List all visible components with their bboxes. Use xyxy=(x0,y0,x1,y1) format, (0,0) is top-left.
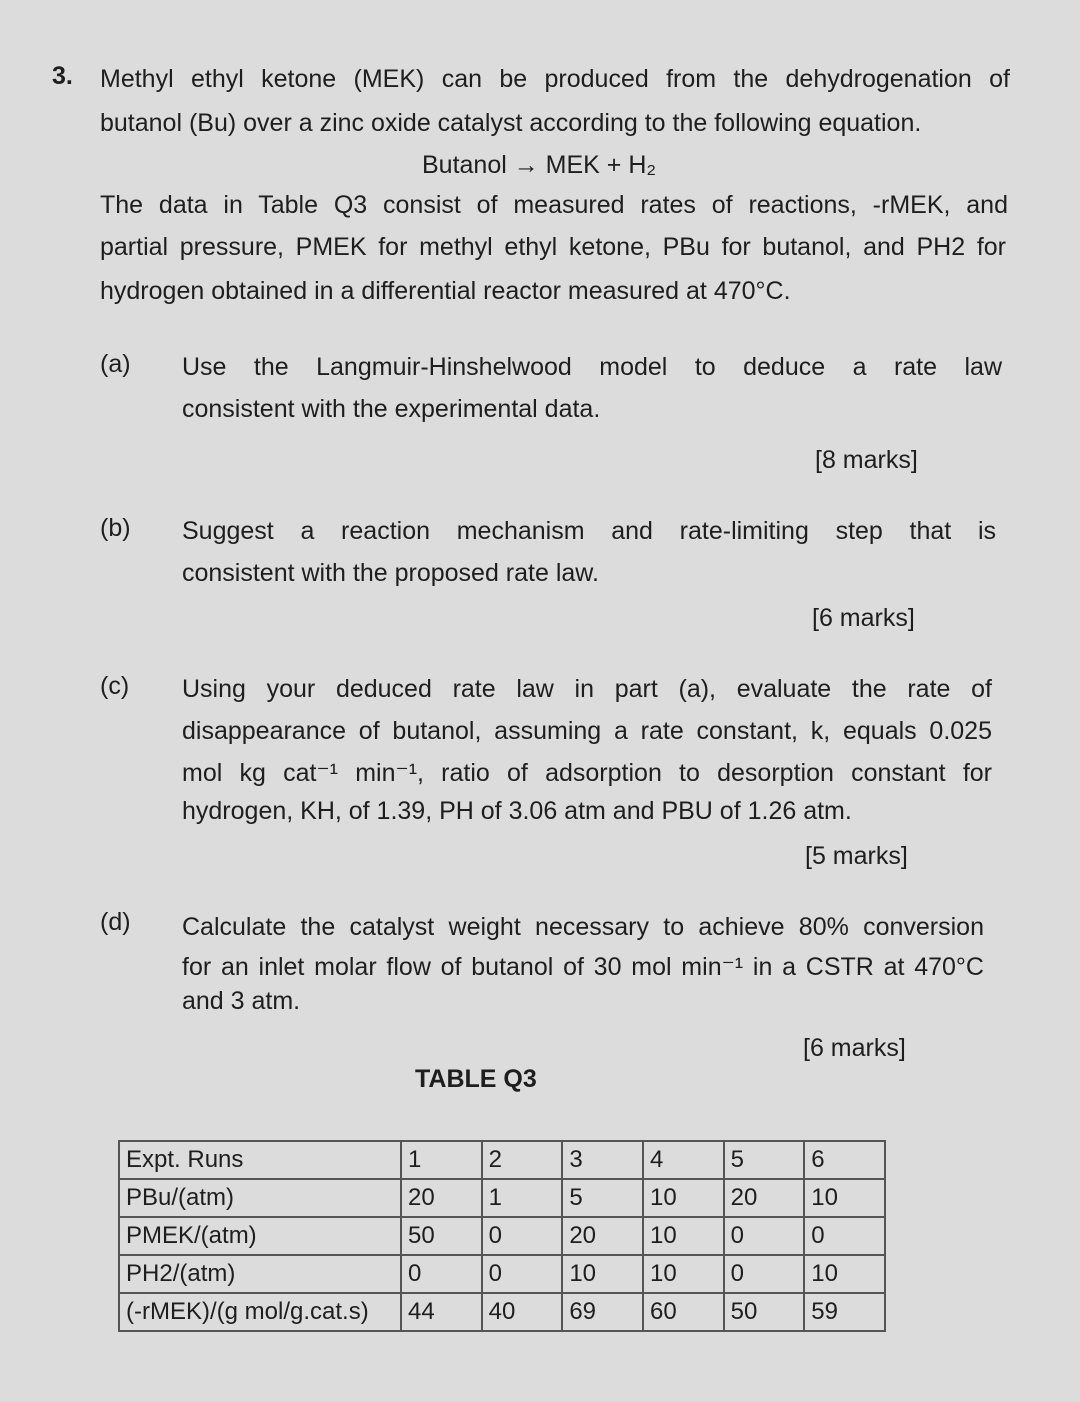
row-header: Expt. Runs xyxy=(119,1141,401,1179)
table-cell: 0 xyxy=(482,1255,563,1293)
part-b-line-2: consistent with the proposed rate law. xyxy=(182,559,599,587)
table-cell: 0 xyxy=(401,1255,482,1293)
table-row xyxy=(119,1217,885,1255)
part-b-line-1: Suggest a reaction mechanism and rate-limiting step that is xyxy=(182,517,996,545)
table-cell: 10 xyxy=(562,1255,643,1293)
part-c-line-1: Using your deduced rate law in part (a), evaluate the rate of xyxy=(182,675,992,703)
question-number: 3. xyxy=(52,62,73,90)
table-cell: 10 xyxy=(643,1217,724,1255)
intro-line-2: butanol (Bu) over a zinc oxide catalyst according to the following equation. xyxy=(100,109,922,137)
table-cell: 20 xyxy=(562,1217,643,1255)
table-cell: 3 xyxy=(562,1141,643,1179)
part-a-label: (a) xyxy=(100,350,131,378)
table-cell: 5 xyxy=(724,1141,805,1179)
table-cell: 40 xyxy=(482,1293,563,1331)
table-cell: 0 xyxy=(482,1217,563,1255)
part-b-label: (b) xyxy=(100,514,131,542)
part-a-line-1: Use the Langmuir-Hinshelwood model to deduce a rate law xyxy=(182,353,1002,381)
table-cell: 5 xyxy=(562,1179,643,1217)
reaction-equation: Butanol → MEK + H₂ xyxy=(422,151,657,179)
part-c-line-4: hydrogen, KH, of 1.39, PH of 3.06 atm and PBU of 1.26 atm. xyxy=(182,797,852,825)
data-line-1: The data in Table Q3 consist of measured rates of reactions, -rMEK, and xyxy=(100,191,1008,219)
data-line-3: hydrogen obtained in a differential reactor measured at 470°C. xyxy=(100,277,791,305)
table-cell: 10 xyxy=(643,1255,724,1293)
part-c-line-2: disappearance of butanol, assuming a rate constant, k, equals 0.025 xyxy=(182,717,992,745)
row-header: PH2/(atm) xyxy=(119,1255,401,1293)
table-cell: 69 xyxy=(562,1293,643,1331)
data-line-2: partial pressure, PMEK for methyl ethyl ketone, PBu for butanol, and PH2 for xyxy=(100,233,1006,261)
part-a-line-2: consistent with the experimental data. xyxy=(182,395,601,423)
table-cell: 50 xyxy=(724,1293,805,1331)
table-cell: 1 xyxy=(482,1179,563,1217)
intro-line-1: Methyl ethyl ketone (MEK) can be produced from the dehydrogenation of xyxy=(100,65,1010,93)
table-cell: 2 xyxy=(482,1141,563,1179)
table-cell: 10 xyxy=(804,1179,885,1217)
part-d-label: (d) xyxy=(100,908,131,936)
table-cell: 10 xyxy=(643,1179,724,1217)
table-row xyxy=(119,1255,885,1293)
part-d-line-3: and 3 atm. xyxy=(182,987,301,1015)
part-d-line-1: Calculate the catalyst weight necessary to achieve 80% conversion xyxy=(182,913,984,941)
part-c-line-3: mol kg cat⁻¹ min⁻¹, ratio of adsorption to desorption constant for xyxy=(182,759,992,787)
row-header: PMEK/(atm) xyxy=(119,1217,401,1255)
part-d-marks: [6 marks] xyxy=(803,1034,906,1062)
part-b-marks: [6 marks] xyxy=(812,604,915,632)
table-cell: 1 xyxy=(401,1141,482,1179)
table-cell: 59 xyxy=(804,1293,885,1331)
table-cell: 0 xyxy=(724,1255,805,1293)
table-cell: 10 xyxy=(804,1255,885,1293)
part-c-marks: [5 marks] xyxy=(805,842,908,870)
part-a-marks: [8 marks] xyxy=(815,446,918,474)
table-cell: 50 xyxy=(401,1217,482,1255)
row-header: (-rMEK)/(g mol/g.cat.s) xyxy=(119,1293,401,1331)
part-d-line-2: for an inlet molar flow of butanol of 30 mol min⁻¹ in a CSTR at 470°C xyxy=(182,953,984,981)
table-row xyxy=(119,1179,885,1217)
table-cell: 44 xyxy=(401,1293,482,1331)
table-cell: 0 xyxy=(724,1217,805,1255)
table-row xyxy=(119,1141,885,1179)
table-cell: 20 xyxy=(401,1179,482,1217)
row-header: PBu/(atm) xyxy=(119,1179,401,1217)
data-table xyxy=(118,1140,886,1332)
table-cell: 4 xyxy=(643,1141,724,1179)
table-cell: 0 xyxy=(804,1217,885,1255)
table-row xyxy=(119,1293,885,1331)
table-title: TABLE Q3 xyxy=(415,1065,537,1093)
table-cell: 6 xyxy=(804,1141,885,1179)
table-cell: 60 xyxy=(643,1293,724,1331)
part-c-label: (c) xyxy=(100,672,130,700)
table-cell: 20 xyxy=(724,1179,805,1217)
